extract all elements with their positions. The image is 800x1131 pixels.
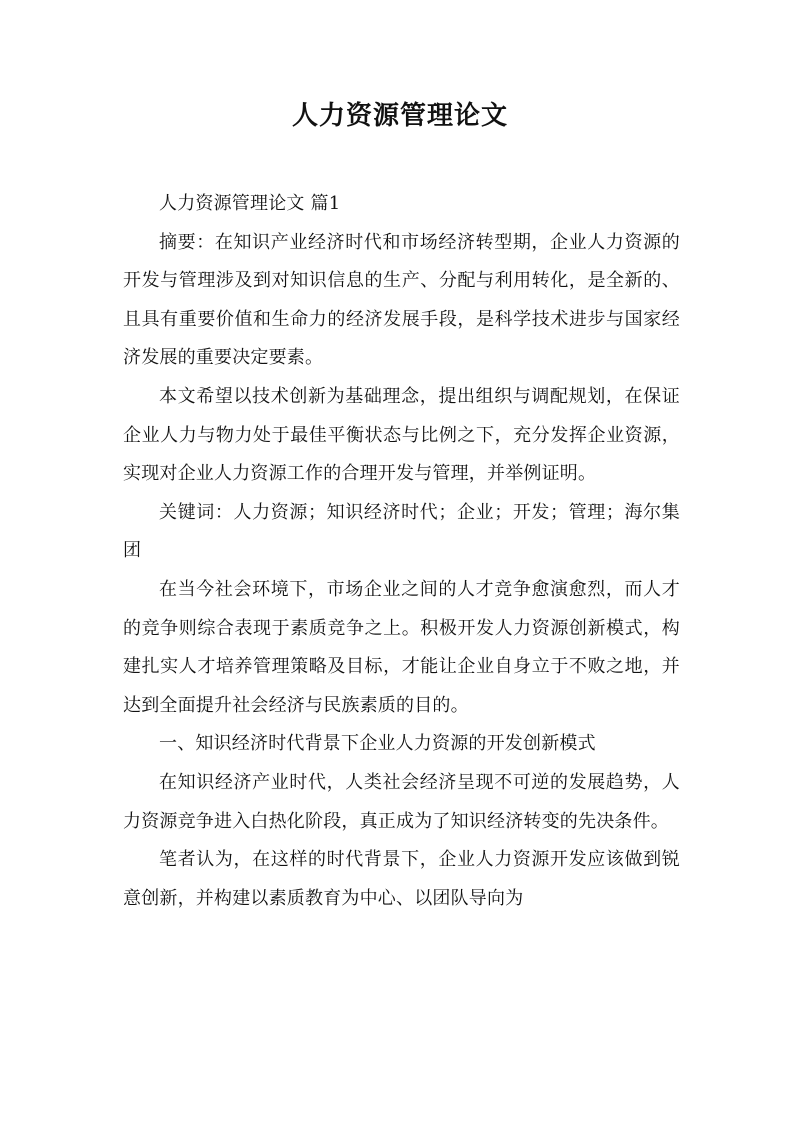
abstract-paragraph: 摘要：在知识产业经济时代和市场经济转型期，企业人力资源的开发与管理涉及到对知识信息的生产、分配与利用转化，是全新的、且具有重要价值和生命力的经济发展手段，是科学技术进步与国家经济发展的重要决定要素。 <box>123 231 680 369</box>
body-paragraph: 笔者认为，在这样的时代背景下，企业人力资源开发应该做到锐意创新，并构建以素质教育为中心、以团队导向为 <box>123 849 680 909</box>
section-heading: 人力资源管理论文 篇1 <box>159 193 341 214</box>
body-paragraph: 在知识经济产业时代，人类社会经济呈现不可逆的发展趋势，人力资源竞争进入白热化阶段，真正成为了知识经济转变的先决条件。 <box>123 771 680 832</box>
document-title: 人力资源管理论文 <box>291 101 508 131</box>
keywords-paragraph: 关键词：人力资源；知识经济时代；企业；开发；管理；海尔集团 <box>123 501 680 562</box>
document-body <box>123 185 680 918</box>
body-paragraph: 本文希望以技术创新为基础理念，提出组织与调配规划，在保证企业人力与物力处于最佳平衡状态与比例之下，充分发挥企业资源，实现对企业人力资源工作的合理开发与管理，并举例证明。 <box>123 385 680 485</box>
chapter-heading: 一、知识经济时代背景下企业人力资源的开发创新模式 <box>159 733 596 755</box>
body-paragraph: 在当今社会环境下，市场企业之间的人才竞争愈演愈烈，而人才的竞争则综合表现于素质竞争之上。积极开发人力资源创新模式，构建扎实人才培养管理策略及目标，才能让企业自身立于不败之地，并达到全面提升社会经济与民族素质的目的。 <box>123 578 680 716</box>
